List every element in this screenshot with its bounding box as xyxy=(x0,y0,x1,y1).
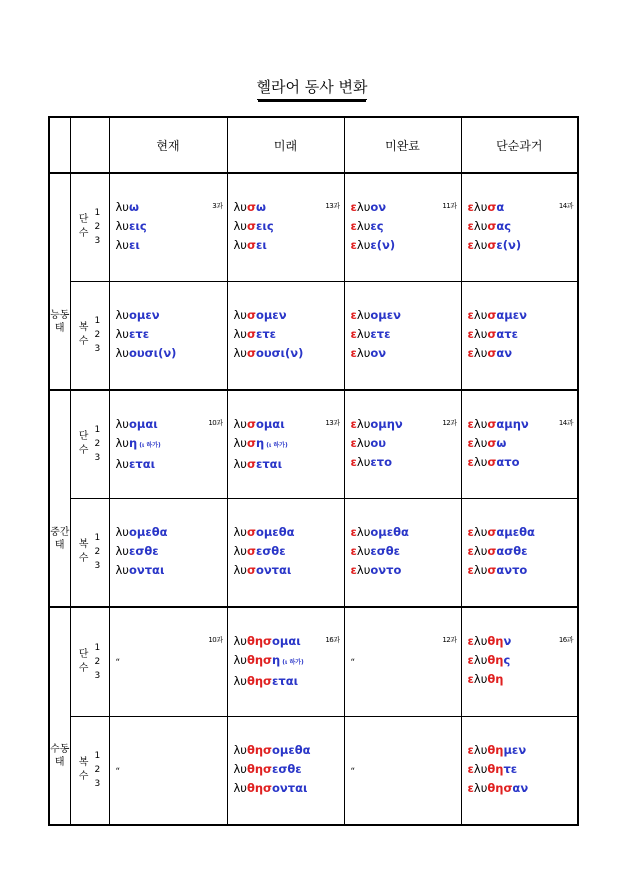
verb-form: ελυσαντο xyxy=(467,562,528,577)
verb-form: ελυου xyxy=(350,436,387,450)
verb-form: λυσετε xyxy=(233,326,277,341)
verb-form: ελυομεν xyxy=(350,307,401,322)
verb-form: λυθησομαι xyxy=(233,634,301,648)
number-cell: 복 수 1 2 3 xyxy=(70,498,109,607)
header-imperfect: 미완료 xyxy=(344,117,461,173)
verb-form: ελυετε xyxy=(350,326,391,341)
passive-singular-row xyxy=(49,607,578,716)
form-cell xyxy=(461,716,578,825)
verb-form: λυθησονται xyxy=(233,780,308,795)
verb-form: ελυον xyxy=(350,345,387,360)
header-present: 현재 xyxy=(109,117,227,173)
form-cell: ελυθην ελυθης ελυθη 16과 xyxy=(461,607,578,716)
verb-form: λυεσθε xyxy=(115,543,159,558)
number-cell: 단 수 1 2 3 xyxy=(70,173,109,281)
verb-form: λυση (ι 하가) xyxy=(233,436,288,450)
verb-form: λυσει xyxy=(233,238,267,252)
verb-form: ελυομεθα xyxy=(350,524,409,539)
verb-form: ελυες xyxy=(350,219,384,233)
verb-form: ελυθησαν xyxy=(467,780,529,795)
verb-form: ελυθην xyxy=(467,634,512,648)
verb-form: ελυεσθε xyxy=(350,543,401,558)
active-singular-row xyxy=(49,173,578,281)
verb-form: ελυον xyxy=(350,200,387,214)
verb-form: λυεις xyxy=(115,219,147,233)
ditto-cell: “ xyxy=(344,716,461,825)
form-cell: ελυσαμην ελυσω ελυσατο 14과 xyxy=(461,390,578,498)
verb-form: ελυσω xyxy=(467,436,507,450)
verb-form: ελυθητε xyxy=(467,761,518,776)
verb-form: λυθησεται xyxy=(233,674,299,688)
form-cell xyxy=(109,498,227,607)
verb-form: ελυομην xyxy=(350,417,403,431)
form-cell xyxy=(109,281,227,390)
ditto-cell: “ 10과 xyxy=(109,607,227,716)
form-cell: ελυον ελυες ελυε(ν) 11과 xyxy=(344,173,461,281)
verb-form: λυσεσθε xyxy=(233,543,286,558)
form-cell xyxy=(344,498,461,607)
number-cell: 단 수 1 2 3 xyxy=(70,390,109,498)
form-cell: ελυομην ελυου ελυετο 12과 xyxy=(344,390,461,498)
verb-form: ελυσατο xyxy=(467,455,520,469)
number-cell: 단 수 1 2 3 xyxy=(70,607,109,716)
verb-form: λυσεις xyxy=(233,219,274,233)
verb-form: λυσεται xyxy=(233,457,283,471)
verb-form: λυη (ι 하가) xyxy=(115,436,161,450)
verb-form: ελυε(ν) xyxy=(350,238,396,252)
active-plural-row xyxy=(49,281,578,390)
verb-form: λυομεθα xyxy=(115,524,168,539)
corner-cell xyxy=(49,117,70,173)
form-cell xyxy=(461,498,578,607)
verb-form: ελυσαμην xyxy=(467,417,529,431)
voice-label-active: 능동 태 xyxy=(49,173,70,390)
verb-form: ελυθη xyxy=(467,672,504,686)
verb-form: λυω xyxy=(115,200,139,214)
header-aorist: 단순과거 xyxy=(461,117,578,173)
verb-form: λυθησεσθε xyxy=(233,761,302,776)
verb-form: λυονται xyxy=(115,562,165,577)
verb-form: λυσονται xyxy=(233,562,292,577)
form-cell: λυσω λυσεις λυσει 13과 xyxy=(227,173,344,281)
form-cell xyxy=(344,281,461,390)
verb-form: ελυσαν xyxy=(467,345,513,360)
verb-form: ελυσατε xyxy=(467,326,518,341)
verb-form: λυσομεν xyxy=(233,307,287,322)
iota-subscript-note: (ι 하가) xyxy=(264,442,288,449)
verb-form: λυθηση (ι 하가) xyxy=(233,653,304,667)
verb-form: λυθησομεθα xyxy=(233,742,311,757)
ditto-cell: “ 12과 xyxy=(344,607,461,716)
form-cell xyxy=(227,281,344,390)
form-cell: λυομαι λυη (ι 하가) λυεται 10과 xyxy=(109,390,227,498)
form-cell xyxy=(227,716,344,825)
verb-form: ελυσαμεν xyxy=(467,307,527,322)
corner-cell xyxy=(70,117,109,173)
verb-form: λυεται xyxy=(115,457,156,471)
verb-form: ελυσασθε xyxy=(467,543,528,558)
header-row xyxy=(49,117,578,173)
middle-plural-row xyxy=(49,498,578,607)
verb-form: ελυοντο xyxy=(350,562,402,577)
verb-form: ελυθημεν xyxy=(467,742,527,757)
verb-form: ελυσε(ν) xyxy=(467,238,522,252)
form-cell: λυσομαι λυση (ι 하가) λυσεται 13과 xyxy=(227,390,344,498)
verb-form: λυομεν xyxy=(115,307,160,322)
verb-form: ελυθης xyxy=(467,653,511,667)
iota-subscript-note: (ι 하가) xyxy=(137,442,161,449)
verb-form: ελυσας xyxy=(467,219,512,233)
verb-form: ελυετο xyxy=(350,455,393,469)
number-cell: 복 수 1 2 3 xyxy=(70,716,109,825)
form-cell: ελυσα ελυσας ελυσε(ν) 14과 xyxy=(461,173,578,281)
voice-label-middle: 중간 태 xyxy=(49,390,70,607)
voice-label-passive: 수동 태 xyxy=(49,607,70,825)
number-cell: 복 수 1 2 3 xyxy=(70,281,109,390)
verb-form: λυσομαι xyxy=(233,417,285,431)
page-title: 헬라어 동사 변화 xyxy=(0,76,624,97)
passive-plural-row xyxy=(49,716,578,825)
header-future: 미래 xyxy=(227,117,344,173)
form-cell: λυω λυεις λυει 3과 xyxy=(109,173,227,281)
middle-singular-row xyxy=(49,390,578,498)
verb-form: λυουσι(ν) xyxy=(115,345,177,360)
verb-form: ελυσαμεθα xyxy=(467,524,535,539)
verb-form: λυσω xyxy=(233,200,266,214)
verb-form: λυομαι xyxy=(115,417,158,431)
form-cell: λυθησομαι λυθηση (ι 하가) λυθησεται 16과 xyxy=(227,607,344,716)
iota-subscript-note: (ι 하가) xyxy=(280,659,304,666)
verb-form: λυει xyxy=(115,238,140,252)
verb-form: λυσομεθα xyxy=(233,524,295,539)
verb-form: ελυσα xyxy=(467,200,505,214)
form-cell xyxy=(461,281,578,390)
ditto-cell: “ xyxy=(109,716,227,825)
verb-form: λυσουσι(ν) xyxy=(233,345,304,360)
form-cell xyxy=(227,498,344,607)
verb-table xyxy=(48,116,579,826)
verb-form: λυετε xyxy=(115,326,150,341)
